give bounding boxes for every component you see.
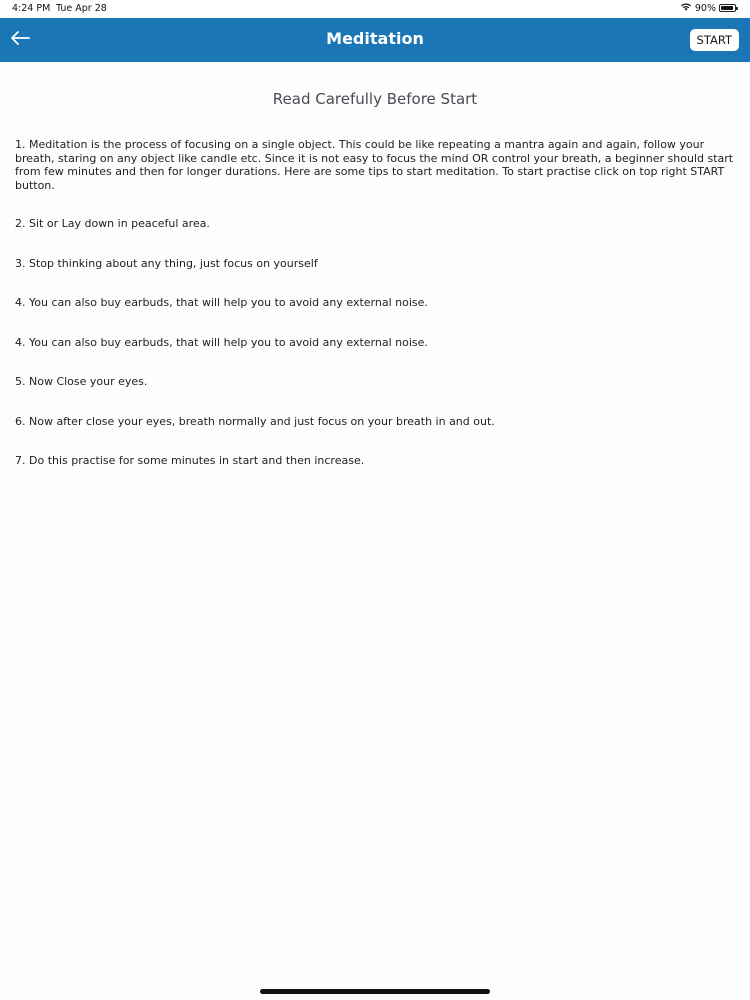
instructions-heading: Read Carefully Before Start [272,90,478,108]
instruction-paragraph: 3. Stop thinking about any thing, just focus on yourself [15,257,318,270]
home-indicator[interactable] [260,989,490,994]
instruction-paragraph: 5. Now Close your eyes. [15,375,148,388]
instruction-paragraph: 4. You can also buy earbuds, that will help you to avoid any external noise. [15,336,428,349]
status-bar [0,0,750,18]
status-indicators [680,2,736,14]
navigation-bar [0,18,750,62]
start-button[interactable]: START [690,29,739,51]
wifi-icon [680,2,692,14]
instruction-paragraph: 6. Now after close your eyes, breath normally and just focus on your breath in and out. [15,415,495,428]
page-title: Meditation [326,29,424,48]
instruction-paragraph: 2. Sit or Lay down in peaceful area. [15,217,210,230]
status-date: Tue Apr 28 [56,3,107,14]
battery-icon [719,4,736,12]
instruction-paragraph: 4. You can also buy earbuds, that will help you to avoid any external noise. [15,296,428,309]
status-time: 4:24 PM [12,3,51,14]
battery-percent: 90% [694,2,716,14]
instruction-paragraph: 1. Meditation is the process of focusing on a single object. This could be like repeating a mantra again and again, follow your breath, staring on any object like candle etc. Since it is not easy to focus the mind OR control your breath, a beginner should start from few minutes and then for longer durations. Here are some tips to start meditation. To start practise click on top right START button. [15,138,734,192]
instruction-paragraph: 7. Do this practise for some minutes in start and then increase. [15,454,365,467]
